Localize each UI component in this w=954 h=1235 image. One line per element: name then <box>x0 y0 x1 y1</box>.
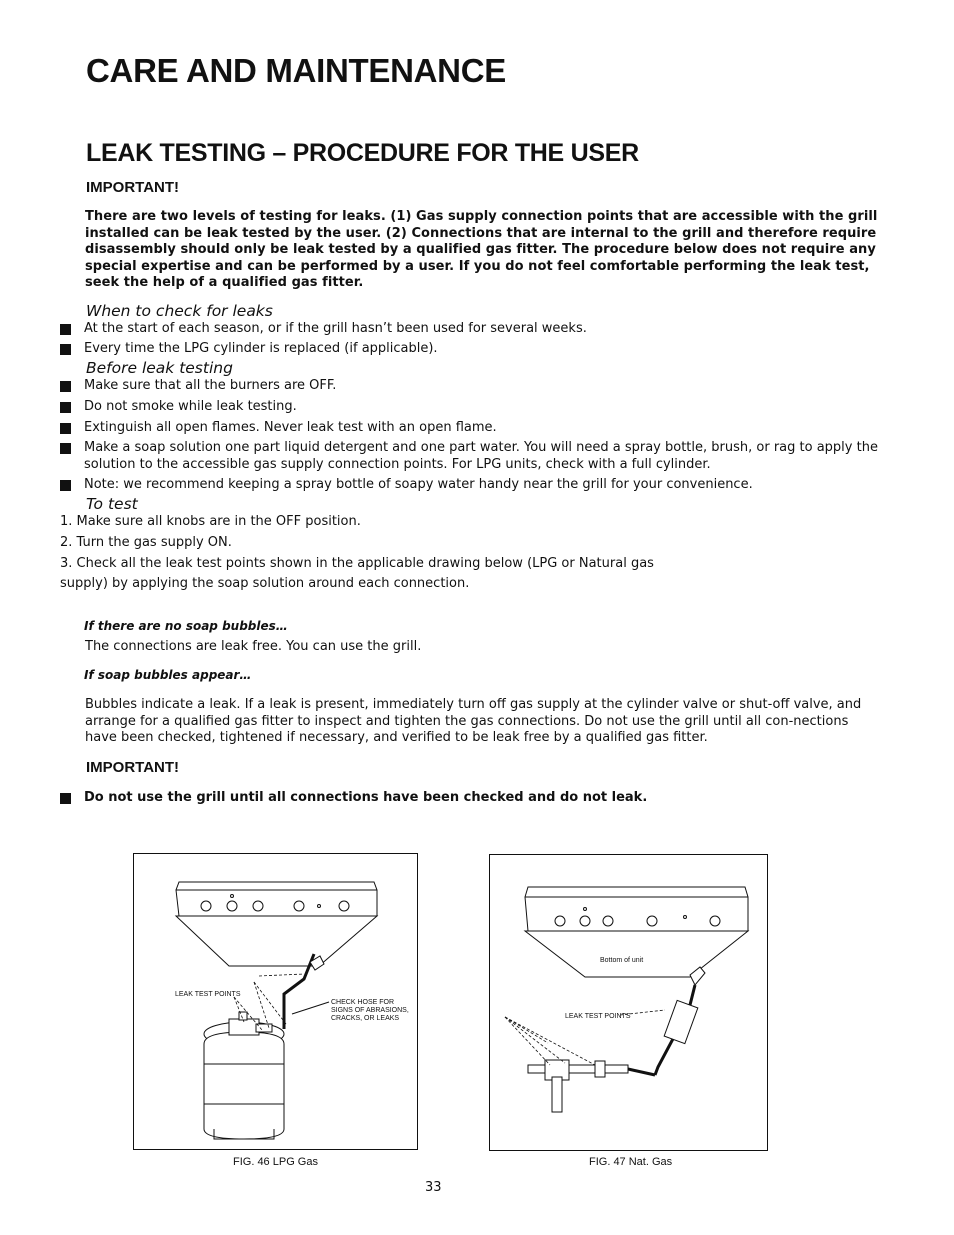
list-item-text: Make sure that all the burners are OFF. <box>84 378 337 393</box>
fig47-caption: FIG. 47 Nat. Gas <box>589 1156 673 1168</box>
fig46-hose-label-line2: SIGNS OF ABRASIONS, <box>331 1007 409 1014</box>
lpg-grill-illustration <box>134 854 417 1149</box>
intro-paragraph: There are two levels of testing for leaks. (1) Gas supply connection points that are accessible with the grill installed can be leak tested by the user. (2) Connections that are internal to the grill and therefore require disassembly should only be leak tested by a qualified gas fitter. The procedure below does not require any special expertise and can be performed by a user. If you do not feel comfortable performing the leak test, seek the help of a qualified gas fitter. <box>85 209 878 290</box>
fig46-hose-label-line1: CHECK HOSE FOR <box>331 999 395 1006</box>
bullet-square-icon <box>60 443 71 454</box>
bullet-square-icon <box>60 480 71 491</box>
final-warning-text: Do not use the grill until all connections have been checked and do not leak. <box>84 790 648 805</box>
fig46-leak-label: LEAK TEST POINTS <box>175 991 241 998</box>
bullet-square-icon <box>60 423 71 434</box>
important-label: IMPORTANT! <box>86 179 180 196</box>
test-step: 3. Check all the leak test points shown in the applicable drawing below (LPG or Natural gas <box>60 556 654 571</box>
page-number: 33 <box>425 1180 442 1195</box>
test-step: 2. Turn the gas supply ON. <box>60 535 232 550</box>
list-item-text: Every time the LPG cylinder is replaced (if applicable). <box>84 341 438 356</box>
list-item-text: Do not smoke while leak testing. <box>84 399 297 414</box>
fig46-caption: FIG. 46 LPG Gas <box>233 1156 318 1168</box>
no-bubbles-heading: If there are no soap bubbles… <box>84 619 288 633</box>
page-title: CARE AND MAINTENANCE <box>86 52 506 89</box>
list-item-text: Extinguish all open flames. Never leak test with an open flame. <box>84 420 497 435</box>
list-item-text: Make a soap solution one part liquid detergent and one part water. You will need a spray bottle, brush, or rag to apply the solution to the accessible gas supply connection points. For LPG units, check with a full cylinder. <box>84 440 878 472</box>
important-label: IMPORTANT! <box>86 759 180 776</box>
bullet-square-icon <box>60 793 71 804</box>
fig47-leak-label: LEAK TEST POINTS <box>565 1013 631 1020</box>
list-item-text: Note: we recommend keeping a spray bottle of soapy water handy near the grill for your convenience. <box>84 477 753 492</box>
bubbles-text: Bubbles indicate a leak. If a leak is present, immediately turn off gas supply at the cylinder valve or shut-off valve, and arrange for a qualified gas fitter to inspect and tighten the gas connections. Do not use the grill until all con-nections have been checked, tightened if necessary, and verified to be leak free by a qualified gas fitter. <box>85 697 862 745</box>
fig46-hose-label-line3: CRACKS, OR LEAKS <box>331 1015 400 1022</box>
natgas-grill-illustration <box>490 855 767 1150</box>
test-heading: To test <box>86 495 138 513</box>
bullet-square-icon <box>60 381 71 392</box>
fig47-natgas-diagram <box>489 854 768 1151</box>
bubbles-heading: If soap bubbles appear… <box>84 668 252 682</box>
bullet-square-icon <box>60 402 71 413</box>
fig47-bottom-label: Bottom of unit <box>600 957 644 964</box>
fig46-lpg-diagram <box>133 853 418 1150</box>
bullet-square-icon <box>60 344 71 355</box>
section-title: LEAK TESTING – PROCEDURE FOR THE USER <box>86 139 639 167</box>
no-bubbles-text: The connections are leak free. You can use the grill. <box>85 639 422 654</box>
list-item-text: At the start of each season, or if the grill hasn’t been used for several weeks. <box>84 321 587 336</box>
test-step: 1. Make sure all knobs are in the OFF position. <box>60 514 361 529</box>
before-heading: Before leak testing <box>86 359 233 377</box>
bullet-square-icon <box>60 324 71 335</box>
test-step: supply) by applying the soap solution around each connection. <box>60 576 470 591</box>
when-heading: When to check for leaks <box>86 302 273 320</box>
